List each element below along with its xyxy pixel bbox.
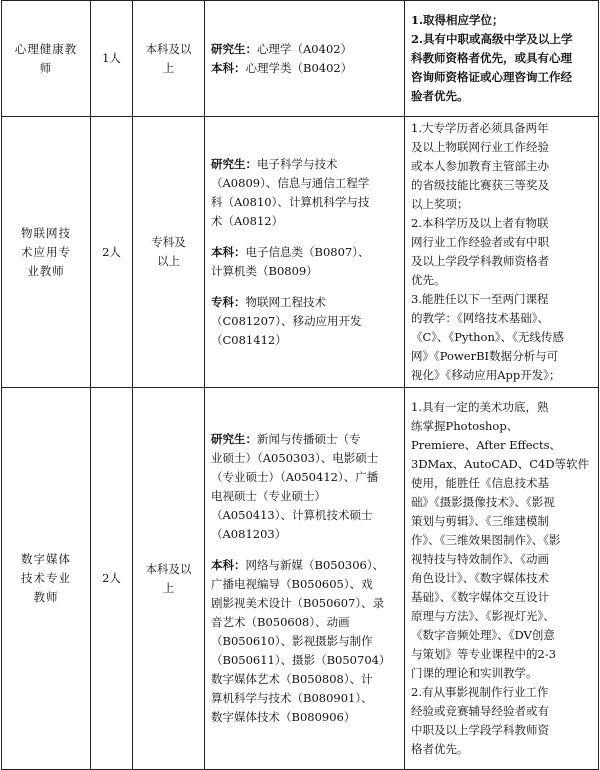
major-label: 本科： — [211, 60, 246, 75]
condition-line: 网行业工作经验者或有中职 — [411, 235, 549, 249]
major-label: 研究生： — [211, 41, 257, 56]
edu-line: 以上 — [157, 254, 180, 268]
condition-line: 基础》、《数字媒体交互设计 — [411, 590, 549, 604]
post-line: 技术专业 — [21, 571, 71, 585]
condition-line: 2.本科学历及以上者有物联 — [411, 216, 549, 230]
condition-line: 以上奖项； — [411, 197, 469, 211]
major-cell — [205, 388, 405, 770]
condition-line: 策划与剪辑》、《三维建模制 — [411, 514, 549, 528]
major-line: 电视硕士（专业硕士） — [211, 489, 326, 503]
count-cell: 2人 — [91, 388, 133, 770]
post-line: 心理健康教 — [14, 41, 78, 56]
condition-line: 3DMax、AutoCAD、C4D等软件 — [411, 457, 590, 471]
condition-line: 1.大专学历者必须具备两年 — [411, 121, 549, 135]
major-line: 电子信息类（B0807）、 — [245, 244, 370, 259]
condition-line: 使用，能胜任《信息技术基 — [411, 476, 549, 490]
major-line: 心理学（A0402） — [257, 41, 353, 56]
major-block — [211, 243, 398, 281]
edu-line: 本科及以 — [145, 41, 192, 56]
condition-line: 2.具有中职或高级中学及以上学 — [411, 32, 573, 46]
major-block — [211, 556, 398, 727]
major-line: 电子科学与技术 — [257, 156, 338, 171]
major-line: 计算机类（B0809） — [211, 263, 318, 278]
condition-cell — [405, 388, 599, 770]
major-cell — [205, 117, 405, 388]
major-line: 科（A0810）、计算机科学与技 — [211, 194, 370, 209]
condition-line: 及以上学段学科教师资格者 — [411, 254, 549, 268]
major-block — [211, 40, 398, 59]
post-line: 数字媒体 — [21, 552, 71, 566]
major-cell — [205, 1, 405, 117]
major-line: 数字媒体艺术（B050808）、计 — [211, 672, 373, 686]
major-line: （专业硕士）（A050412）、广播 — [211, 470, 379, 484]
condition-line: 的省级技能比赛获三等奖及 — [411, 178, 549, 192]
major-label: 研究生： — [211, 432, 257, 446]
major-line: 广播电视编导（B050605）、戏 — [211, 577, 373, 591]
post-line: 术应用专 — [21, 244, 71, 259]
major-line: 音艺术（B050608）、动画 — [211, 615, 350, 629]
condition-line: 《C》、《Python》、《无线传感 — [411, 330, 564, 344]
post-line: 物联网技 — [21, 225, 71, 240]
major-line: （A081203） — [211, 527, 287, 541]
count-cell: 1人 — [91, 1, 133, 117]
table-row — [2, 388, 599, 770]
major-line: 网络与新媒（B050306）、 — [245, 558, 385, 572]
recruitment-table — [1, 0, 599, 770]
major-label: 研究生： — [211, 156, 257, 171]
major-line: （C081412） — [211, 332, 287, 347]
post-cell — [2, 1, 91, 117]
major-line: （C081207）、移动应用开发 — [211, 313, 362, 328]
education-cell — [133, 1, 205, 117]
condition-cell — [405, 117, 599, 388]
major-block — [211, 59, 398, 78]
condition-line: 视特技与特效制作》、《动画 — [411, 552, 549, 566]
major-line: 心理学类（B0402） — [245, 60, 353, 75]
condition-line: 2.有从事影视制作行业工作 — [411, 685, 549, 699]
major-label: 本科： — [211, 558, 246, 572]
major-line: （B050611）、摄影（B050704） — [211, 653, 391, 667]
condition-line: 作》、《三维效果图制作》、《影 — [411, 533, 561, 547]
condition-cell — [405, 1, 599, 117]
education-cell — [133, 388, 205, 770]
major-block — [211, 430, 398, 544]
condition-line: 1.具有一定的美术功底，熟 — [411, 400, 549, 414]
major-line: （A0809）、信息与通信工程学 — [211, 175, 370, 190]
condition-line: 《数字音频处理》、《DV创意 — [411, 628, 555, 642]
condition-line: 咨询师资格证或心理咨询工作经 — [411, 70, 572, 84]
post-line: 教师 — [33, 590, 59, 604]
table-row — [2, 117, 599, 388]
condition-line: 科教师资格者优先，或具有心理 — [411, 51, 572, 65]
post-line: 业教师 — [27, 263, 65, 278]
condition-line: 门课的理论和实训教学。 — [411, 666, 538, 680]
condition-line: 与策划》等专业课程中的2-3 — [411, 647, 557, 661]
condition-line: 验者优先。 — [411, 89, 469, 103]
major-label: 专科： — [211, 294, 246, 309]
condition-line: 及以上物联网行业工作经验 — [411, 140, 549, 154]
post-cell — [2, 117, 91, 388]
major-line: 业硕士）（A050303）、电影硕士 — [211, 451, 379, 465]
major-line: 算机科学与技术（B080901）、 — [211, 691, 373, 705]
condition-line: 视化》《移动应用App开发》； — [411, 368, 561, 382]
edu-line: 上 — [162, 60, 175, 75]
major-line: （B050610）、影视摄影与制作 — [211, 634, 373, 648]
major-line: （A050413）、计算机技术硕士 — [211, 508, 373, 522]
major-line: 物联网工程技术 — [245, 294, 326, 309]
condition-line: Premiere、After Effects、 — [411, 438, 562, 452]
major-line: 新闻与传播硕士（专 — [257, 432, 361, 446]
table-row — [2, 1, 599, 117]
major-block — [211, 293, 398, 350]
condition-line: 的教学：《网络技术基础》、 — [411, 311, 549, 325]
education-cell — [133, 117, 205, 388]
count-cell: 2人 — [91, 117, 133, 388]
condition-line: 原理与方法》、《影视灯光》、 — [411, 609, 555, 623]
post-line: 师 — [39, 60, 53, 75]
condition-line: 角色设计》、《数字媒体技术 — [411, 571, 549, 585]
condition-line: 优先。 — [411, 273, 446, 287]
condition-line: 格者优先。 — [411, 742, 469, 756]
condition-line: 中职及以上学段学科教师资 — [411, 723, 549, 737]
major-line: 术（A0812） — [211, 213, 284, 228]
major-line: 剧影视美术设计（B050607）、录 — [211, 596, 385, 610]
condition-line: 或本人参加教育主管部主办 — [411, 159, 549, 173]
major-block — [211, 155, 398, 231]
post-cell — [2, 388, 91, 770]
condition-line: 1.取得相应学位； — [411, 13, 504, 27]
edu-line: 专科及 — [151, 235, 186, 249]
edu-line: 本科及以上 — [145, 561, 192, 595]
condition-line: 经验或竞赛辅导经验者或有 — [411, 704, 549, 718]
major-label: 本科： — [211, 244, 246, 259]
condition-line: 练掌握Photoshop、 — [411, 419, 519, 433]
major-line: 数字媒体技术（B080906） — [211, 710, 356, 724]
condition-line: 网》《PowerBI数据分析与可 — [411, 349, 559, 363]
condition-line: 础》《摄影摄像技术》、《影视 — [411, 495, 555, 509]
condition-line: 3.能胜任以下一至两门课程 — [411, 292, 549, 306]
